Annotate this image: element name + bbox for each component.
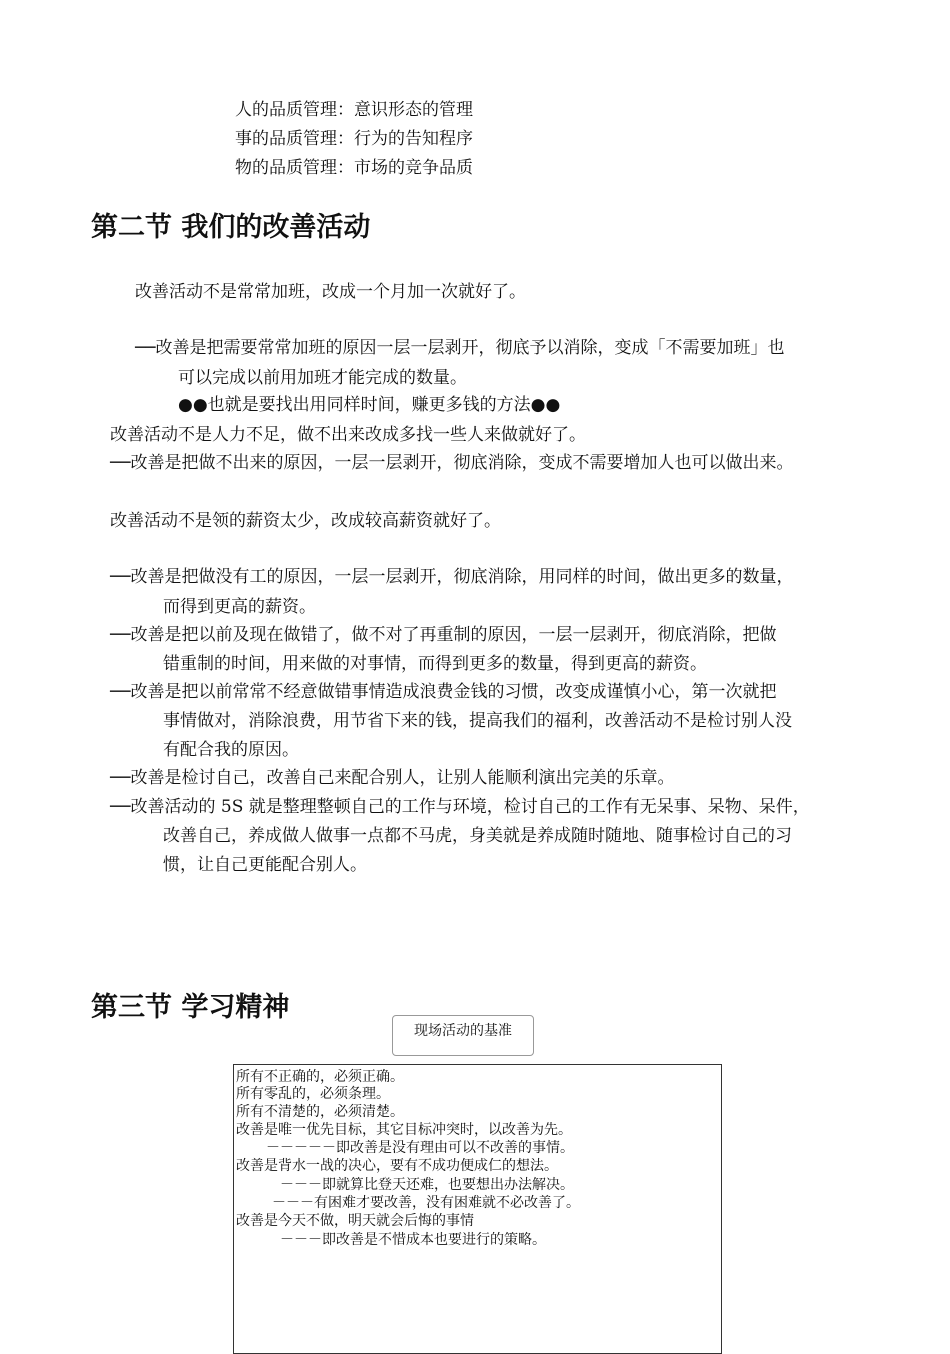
paragraph-line: 有配合我的原因。 — [163, 740, 299, 760]
paragraph-line: ──改善活动的 5S 就是整理整顿自己的工作与环境，检讨自己的工作有无呆事、呆物、呆件， — [110, 797, 810, 817]
criteria-line: 改善是背水一战的决心，要有不成功便成仁的想法。 — [236, 1158, 558, 1174]
criteria-line: 所有不正确的，必须正确。 — [236, 1069, 404, 1085]
intro-line-3: 物的品质管理：市场的竞争品质 — [235, 158, 473, 178]
paragraph-line: 而得到更高的薪资。 — [163, 597, 316, 617]
paragraph-line: ──改善是把以前及现在做错了，做不对了再重制的原因，一层一层剥开，彻底消除，把做 — [110, 625, 777, 645]
paragraph-line: 改善活动不是人力不足，做不出来改成多找一些人来做就好了。 — [110, 425, 586, 445]
paragraph-line: ──改善是把需要常常加班的原因一层一层剥开，彻底予以消除，变成「不需要加班」也 — [135, 338, 785, 358]
paragraph-line: ●●也就是要找出用同样时间，赚更多钱的方法●● — [178, 395, 561, 415]
paragraph-line: 事情做对，消除浪费，用节省下来的钱，提高我们的福利，改善活动不是检讨别人没 — [163, 711, 792, 731]
intro-line-1: 人的品质管理：意识形态的管理 — [235, 100, 473, 120]
section-2-heading: 第二节 我们的改善活动 — [91, 212, 371, 243]
criteria-line: －－－即改善是不惜成本也要进行的策略。 — [280, 1232, 546, 1248]
criteria-label-box — [392, 1015, 534, 1056]
paragraph-line: 改善活动不是常常加班，改成一个月加一次就好了。 — [135, 282, 526, 302]
section-3-heading: 第三节 学习精神 — [91, 992, 290, 1023]
paragraph-line: ──改善是把以前常常不经意做错事情造成浪费金钱的习惯，改变成谨慎小心，第一次就把 — [110, 682, 777, 702]
paragraph-line: ──改善是把做没有工的原因，一层一层剥开，彻底消除，用同样的时间，做出更多的数量， — [110, 567, 794, 587]
paragraph-line: 错重制的时间，用来做的对事情，而得到更多的数量，得到更高的薪资。 — [163, 654, 707, 674]
criteria-box — [233, 1064, 722, 1354]
intro-line-2: 事的品质管理：行为的告知程序 — [235, 129, 473, 149]
criteria-line: －－－有困难才要改善，没有困难就不必改善了。 — [272, 1195, 580, 1211]
criteria-line: 所有零乱的，必须条理。 — [236, 1086, 390, 1102]
paragraph-line: 惯，让自己更能配合别人。 — [163, 855, 367, 875]
criteria-line: －－－即就算比登天还难，也要想出办法解决。 — [280, 1177, 574, 1193]
paragraph-line: 改善自己，养成做人做事一点都不马虎，身美就是养成随时随地、随事检讨自己的习 — [163, 826, 792, 846]
paragraph-line: 改善活动不是领的薪资太少，改成较高薪资就好了。 — [110, 511, 501, 531]
criteria-line: 改善是今天不做，明天就会后悔的事情 — [236, 1213, 474, 1229]
paragraph-line: 可以完成以前用加班才能完成的数量。 — [178, 368, 467, 388]
criteria-line: 改善是唯一优先目标，其它目标冲突时，以改善为先。 — [236, 1122, 572, 1138]
criteria-label: 现场活动的基准 — [414, 1023, 512, 1039]
paragraph-line: ──改善是把做不出来的原因，一层一层剥开，彻底消除，变成不需要增加人也可以做出来。 — [110, 453, 794, 473]
criteria-line: 所有不清楚的，必须清楚。 — [236, 1104, 404, 1120]
criteria-line: －－－－－即改善是没有理由可以不改善的事情。 — [266, 1140, 574, 1156]
paragraph-line: ──改善是检讨自己，改善自己来配合别人，让别人能顺利演出完美的乐章。 — [110, 768, 675, 788]
